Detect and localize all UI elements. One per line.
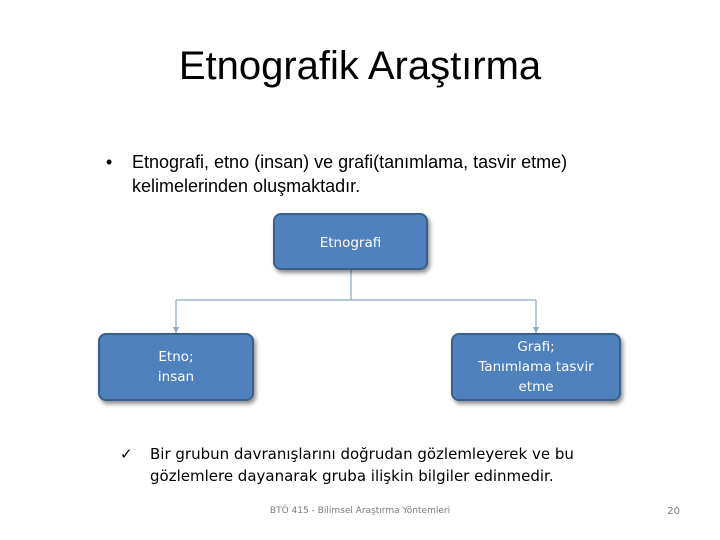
box-etno-line-2: insan	[157, 369, 195, 385]
box-etno-line-1: Etno;	[158, 349, 194, 365]
diagram-box-grafi	[451, 333, 621, 401]
box-grafi-line-2: Tanımlama tasvir	[478, 359, 594, 375]
check-note-line-2: gözlemlere dayanarak gruba ilişkin bilgiler edinmedir.	[150, 467, 554, 485]
box-grafi-line-1: Grafi;	[517, 339, 555, 355]
footer-course: BTÖ 415 - Bilimsel Araştırma Yöntemleri	[269, 506, 451, 516]
bullet-line-2: kelimelerinden oluşmaktadır.	[132, 176, 361, 196]
box-etnografi-label: Etnografi	[319, 235, 382, 251]
diagram-box-etno	[98, 333, 254, 401]
slide-title: Etnografik Araştırma	[178, 44, 542, 88]
bullet-dot: •	[106, 152, 113, 172]
check-note-line-1: Bir grubun davranışlarını doğrudan gözlemleyerek ve bu	[150, 445, 574, 463]
page-number: 20	[667, 506, 680, 517]
box-grafi-line-3: etme	[518, 379, 554, 395]
diagram-box-etnografi	[273, 213, 428, 270]
check-note-text	[150, 443, 630, 487]
checkmark-icon: ✓	[120, 445, 133, 463]
bullet-line-1: Etnografi, etno (insan) ve grafi(tanımlama, tasvir etme)	[132, 152, 568, 172]
